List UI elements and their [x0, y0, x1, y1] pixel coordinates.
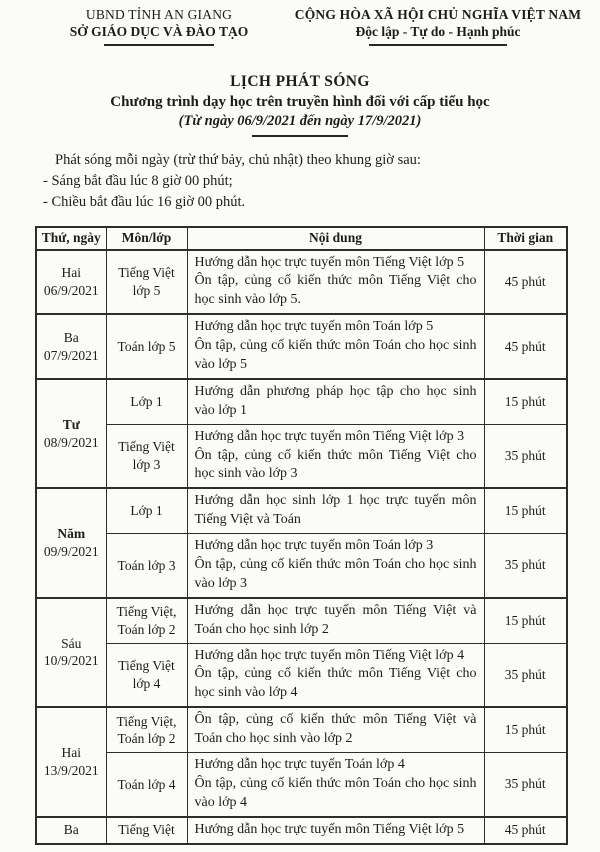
content-cell: [187, 488, 484, 533]
intro-line-morning: - Sáng bắt đầu lúc 8 giờ 00 phút;: [43, 172, 233, 189]
broadcast-intro: [43, 150, 570, 213]
subject-cell: Tiếng Việt lớp 4: [106, 643, 187, 707]
subject-cell: Toán lớp 4: [106, 753, 187, 817]
issuing-authority: [28, 7, 290, 46]
content-cell: [187, 707, 484, 752]
day-date: 06/9/2021: [43, 282, 99, 298]
day-cell: [36, 379, 106, 488]
duration-cell: 45 phút: [484, 817, 567, 844]
page-subtitle: Chương trình dạy học trên truyền hình đối với cấp tiểu học: [110, 93, 490, 110]
subject-cell: Tiếng Việt lớp 3: [106, 424, 187, 488]
content-cell: [187, 817, 484, 844]
table-row: [36, 707, 567, 752]
content-line: Hướng dẫn học trực tuyến Toán lớp 4: [194, 757, 405, 772]
content-line: Hướng dẫn học trực tuyến môn Tiếng Việt lớp 5: [194, 821, 465, 837]
day-cell: [36, 314, 106, 379]
content-cell: [187, 424, 484, 488]
intro-line: Phát sóng mỗi ngày (trừ thứ bảy, chủ nhật) theo khung giờ sau:: [55, 151, 421, 168]
table-row: [36, 753, 567, 817]
day-cell: [36, 707, 106, 816]
table-row: [36, 379, 567, 424]
day-name: Hai: [61, 745, 81, 761]
content-line: Ôn tập, củng cố kiến thức môn Tiếng Việt cho học sinh vào lớp 3: [194, 447, 477, 482]
day-cell: [36, 488, 106, 597]
day-name: Ba: [63, 822, 79, 838]
table-row: [36, 817, 567, 844]
date-range: (Từ ngày 06/9/2021 đến ngày 17/9/2021): [178, 112, 422, 129]
day-cell: [36, 250, 106, 315]
content-line: Hướng dẫn học trực tuyến môn Toán lớp 5: [194, 319, 434, 335]
day-date: 10/9/2021: [43, 653, 99, 669]
day-date: 09/9/2021: [43, 544, 99, 560]
day-date: 07/9/2021: [43, 347, 99, 363]
day-name: Ba: [63, 329, 79, 345]
content-line: Hướng dẫn phương pháp học tập cho học sinh vào lớp 1: [194, 383, 477, 418]
letterhead-right-rule: [369, 44, 507, 46]
content-line: Hướng dẫn học sinh lớp 1 học trực tuyến môn Tiếng Việt và Toán: [194, 493, 477, 528]
duration-cell: 35 phút: [484, 424, 567, 488]
subject-cell: Toán lớp 5: [106, 314, 187, 379]
national-motto: Độc lập - Tự do - Hạnh phúc: [355, 24, 521, 39]
table-header-row: [36, 227, 567, 250]
subject-cell: Tiếng Việt: [106, 817, 187, 844]
authority-parent-name: UBND TỈNH AN GIANG: [85, 7, 233, 22]
content-line: Ôn tập, củng cố kiến thức môn Tiếng Việt cho học sinh vào lớp 5.: [194, 273, 477, 308]
table-row: [36, 643, 567, 707]
duration-cell: 15 phút: [484, 379, 567, 424]
duration-cell: 35 phút: [484, 643, 567, 707]
content-line: Ôn tập, củng cố kiến thức môn Toán cho học sinh vào lớp 5: [194, 338, 477, 372]
duration-cell: 15 phút: [484, 488, 567, 533]
content-line: Ôn tập, củng cố kiến thức môn Tiếng Việt cho học sinh vào lớp 4: [194, 666, 477, 701]
subject-cell: Lớp 1: [106, 379, 187, 424]
national-title: CỘNG HÒA XÃ HỘI CHỦ NGHĨA VIỆT NAM: [294, 7, 582, 22]
subject-cell: Tiếng Việt, Toán lớp 2: [106, 598, 187, 643]
table-row: [36, 598, 567, 643]
letterhead-left-rule: [104, 44, 214, 46]
table-row: [36, 488, 567, 533]
duration-cell: 15 phút: [484, 707, 567, 752]
schedule-table: [35, 226, 568, 845]
day-name: Năm: [57, 526, 86, 542]
column-header-day: Thứ, ngày: [36, 227, 106, 250]
intro-line-afternoon: - Chiều bắt đầu lúc 16 giờ 00 phút.: [43, 193, 246, 210]
content-line: Hướng dẫn học trực tuyến môn Toán lớp 3: [194, 538, 434, 554]
table-row: [36, 314, 567, 379]
day-name: Sáu: [61, 635, 82, 651]
table-row: [36, 534, 567, 598]
column-header-duration: Thời gian: [484, 227, 567, 250]
day-cell: [36, 598, 106, 707]
duration-cell: 45 phút: [484, 250, 567, 315]
column-header-content: Nội dung: [187, 227, 484, 250]
column-header-subject: Môn/lớp: [106, 227, 187, 250]
subject-cell: Tiếng Việt lớp 5: [106, 250, 187, 315]
content-cell: [187, 379, 484, 424]
letterhead: [0, 7, 600, 46]
duration-cell: 15 phút: [484, 598, 567, 643]
page-title: LỊCH PHÁT SÓNG: [230, 72, 370, 90]
national-header: [290, 7, 586, 46]
table-row: [36, 250, 567, 315]
content-line: Ôn tập, củng cố kiến thức môn Toán cho học sinh vào lớp 3: [194, 556, 477, 591]
content-line: Hướng dẫn học trực tuyến môn Tiếng Việt lớp 5: [194, 254, 465, 270]
content-line: Hướng dẫn học trực tuyến môn Tiếng Việt lớp 4: [194, 647, 465, 663]
day-date: 13/9/2021: [43, 762, 99, 778]
subject-cell: Toán lớp 3: [106, 534, 187, 598]
content-cell: [187, 534, 484, 598]
duration-cell: 35 phút: [484, 534, 567, 598]
content-line: Hướng dẫn học trực tuyến môn Tiếng Việt và Toán cho học sinh lớp 2: [194, 602, 477, 637]
content-cell: [187, 314, 484, 379]
day-date: 08/9/2021: [43, 434, 99, 450]
content-cell: [187, 598, 484, 643]
subject-cell: Lớp 1: [106, 488, 187, 533]
content-line: Ôn tập, củng cố kiến thức môn Tiếng Việt và Toán cho học sinh vào lớp 2: [194, 712, 477, 747]
authority-department-name: SỞ GIÁO DỤC VÀ ĐÀO TẠO: [69, 24, 249, 39]
title-rule: [252, 135, 348, 137]
day-name: Tư: [62, 417, 80, 433]
subject-cell: Tiếng Việt, Toán lớp 2: [106, 707, 187, 752]
table-row: [36, 424, 567, 488]
content-cell: [187, 753, 484, 817]
duration-cell: 35 phút: [484, 753, 567, 817]
day-name: Hai: [61, 265, 81, 281]
content-line: Ôn tập, củng cố kiến thức môn Toán cho học sinh vào lớp 4: [194, 775, 477, 810]
content-cell: [187, 643, 484, 707]
title-block: [0, 73, 600, 137]
schedule-body: [36, 250, 567, 844]
content-line: Hướng dẫn học trực tuyến môn Tiếng Việt lớp 3: [194, 428, 465, 444]
duration-cell: 45 phút: [484, 314, 567, 379]
day-cell: [36, 817, 106, 844]
content-cell: [187, 250, 484, 315]
